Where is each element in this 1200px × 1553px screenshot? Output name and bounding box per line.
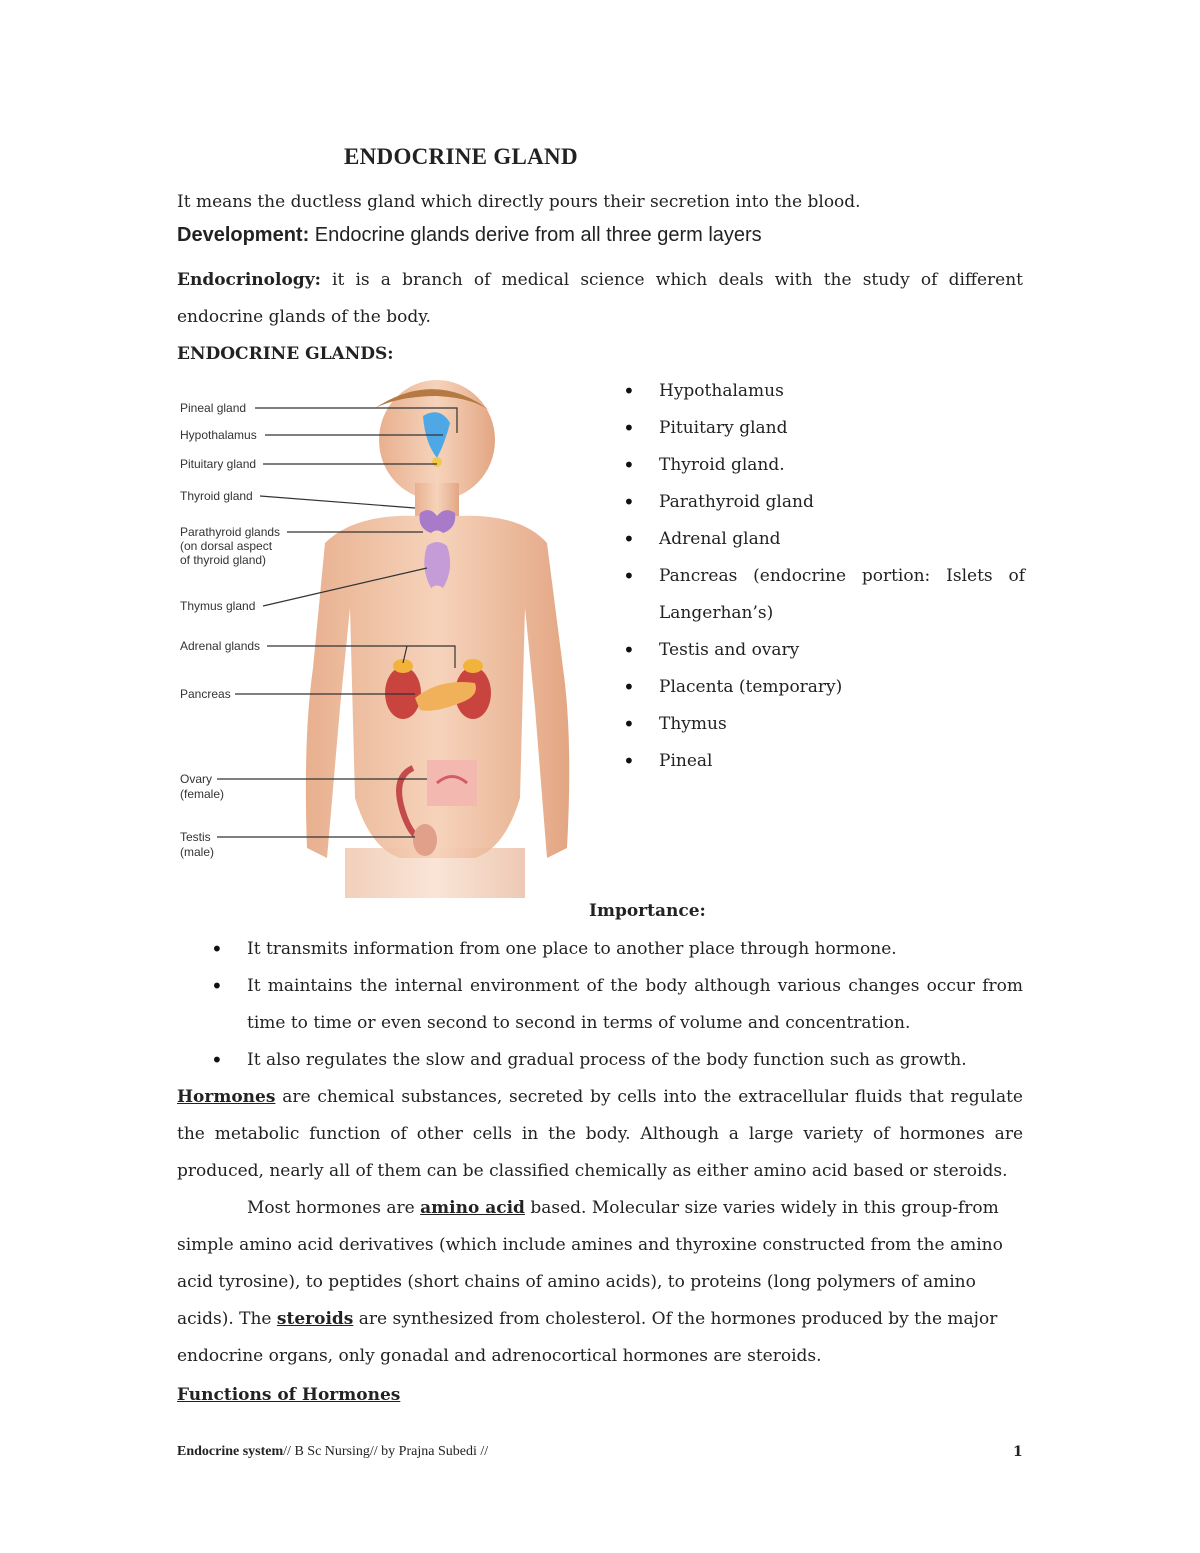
endocrine-body-illustration — [175, 378, 575, 898]
functions-heading: Functions of Hormones — [177, 1385, 401, 1405]
footer-text: // B Sc Nursing// by Prajna Subedi // — [283, 1444, 489, 1459]
hormones-term: Hormones — [177, 1087, 276, 1107]
footer-bold: Endocrine system — [177, 1444, 284, 1459]
importance-list — [211, 931, 1023, 1079]
label-pancreas: Pancreas — [180, 687, 231, 701]
label-ovary-note: (female) — [180, 787, 225, 801]
pituitary-shape — [432, 457, 442, 467]
label-parathyroid: Parathyroid glands — [180, 525, 281, 539]
endocrinology-text: it is a branch of medical science which deals with the study of different endocrine glands of the body. — [177, 270, 1023, 327]
amino-mid: based. Molecular size varies widely in this group-from simple amino acid derivatives (which include amines and thyroxine constructed from the amino acid tyrosine), to peptides (short chains of amino acids), to proteins (long polymers of amino acids). The — [177, 1198, 1003, 1329]
kidney-left-shape — [385, 667, 421, 719]
gland-item: • Pineal — [623, 743, 1025, 780]
importance-item: • It maintains the internal environment of the body although various changes occur from time to time or even second to second in terms of volume and concentration. — [211, 968, 1023, 1042]
hormones-text: are chemical substances, secreted by cells into the extracellular fluids that regulate the metabolic function of other cells in the body. Although a large variety of hormones are produced, nearly all of them can be classified chemically as either amino acid based or steroids. — [177, 1087, 1023, 1181]
definition-text: It means the ductless gland which directly pours their secretion into the blood. — [177, 192, 861, 212]
gland-item: • Thymus — [623, 706, 1025, 743]
gland-item: • Hypothalamus — [623, 373, 1025, 410]
adrenal-right-shape — [463, 659, 483, 673]
label-testis: Testis — [180, 830, 211, 844]
endocrinology-paragraph — [177, 262, 1023, 336]
development-text: Endocrine glands derive from all three germ layers — [309, 224, 762, 246]
amino-pre: Most hormones are — [247, 1198, 421, 1218]
endocrine-figure — [175, 378, 575, 898]
gland-item: • Testis and ovary — [623, 632, 1025, 669]
label-thyroid: Thyroid gland — [180, 489, 253, 503]
page-number: 1 — [1013, 1444, 1023, 1460]
importance-heading: Importance: — [589, 901, 706, 921]
endocrinology-label: Endocrinology: — [177, 270, 321, 290]
thymus-shape — [424, 542, 450, 588]
gland-item: • Pituitary gland — [623, 410, 1025, 447]
importance-item: • It also regulates the slow and gradual process of the body function such as growth. — [211, 1042, 1023, 1079]
label-parathyroid-note: (on dorsal aspect — [180, 539, 273, 553]
glands-list — [623, 373, 1025, 780]
label-parathyroid-note-2: of thyroid gland) — [180, 553, 267, 567]
gland-item: • Pancreas (endocrine portion: Islets of Langerhan’s) — [623, 558, 1025, 632]
label-pineal: Pineal gland — [180, 401, 247, 415]
ovary-inset — [427, 760, 477, 806]
label-adrenal: Adrenal glands — [180, 639, 261, 653]
label-hypothalamus: Hypothalamus — [180, 428, 257, 442]
steroids-term: steroids — [276, 1309, 354, 1329]
page-title: ENDOCRINE GLAND — [344, 144, 578, 169]
gland-item: • Placenta (temporary) — [623, 669, 1025, 706]
gland-item: • Parathyroid gland — [623, 484, 1025, 521]
hormones-paragraph — [177, 1079, 1023, 1190]
label-thymus: Thymus gland — [180, 599, 256, 613]
page-footer — [177, 1444, 488, 1460]
label-ovary: Ovary — [180, 772, 213, 786]
glands-heading: ENDOCRINE GLANDS: — [177, 344, 394, 364]
amino-acid-term: amino acid — [420, 1198, 525, 1218]
development-line — [177, 224, 1023, 247]
testis-shape — [413, 824, 437, 856]
label-pituitary: Pituitary gland — [180, 457, 257, 471]
development-label: Development: — [177, 224, 310, 246]
amino-post: are synthesized from cholesterol. Of the hormones produced by the major endocrine organs, only gonadal and adrenocortical hormones are steroids. — [177, 1309, 998, 1366]
gland-item: • Thyroid gland. — [623, 447, 1025, 484]
importance-item: • It transmits information from one place to another place through hormone. — [211, 931, 1023, 968]
label-testis-note: (male) — [180, 845, 215, 859]
gland-item: • Adrenal gland — [623, 521, 1025, 558]
amino-acid-paragraph — [177, 1190, 1023, 1375]
